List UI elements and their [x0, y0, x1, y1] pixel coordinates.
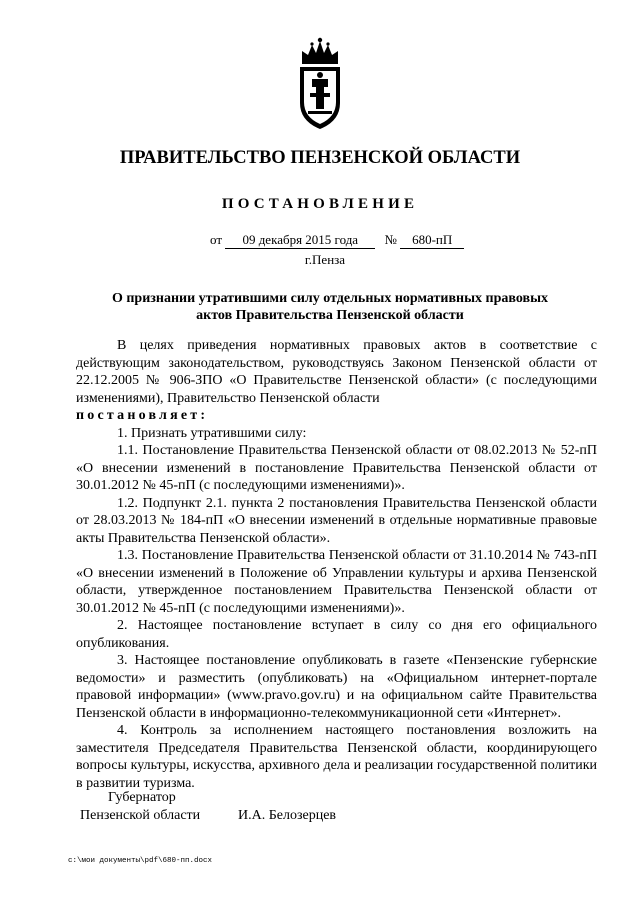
preamble: В целях приведения нормативных правовых актов в соответствие с действующим законодательством, руководствуясь Законом Пензенской области от 22.12.2005 № 906-ЗПО «О Правительстве Пензенской области» (с последующими изменениями), Правительство Пензенской области — [76, 338, 597, 406]
item-4: 4. Контроль за исполнением настоящего постановления возложить на заместителя Председателя Правительства Пензенской области, координирующего вопросы культуры, искусства, архивного дела и реализации государственной политики в развитии туризма. — [76, 723, 597, 791]
document-body — [76, 337, 597, 792]
document-subject: О признании утратившими силу отдельных нормативных правовых актов Правительства Пензенской области — [111, 291, 549, 323]
date-prefix: от — [210, 232, 223, 247]
pensa-coat-of-arms-icon — [296, 37, 344, 133]
item-3: 3. Настоящее постановление опубликовать в газете «Пензенские губернские ведомости» и разместить (опубликовать) на «Официальном интернет-портале правовой информации» (www.pravo.gov.ru) и на официальном сайте Правительства Пензенской области в информационно-телекоммуникационной сети «Интернет». — [76, 653, 597, 721]
item-1-2: 1.2. Подпункт 2.1. пункта 2 постановления Правительства Пензенской области от 28.03.2013 № 184-пП «О внесении изменений в отдельные нормативные правовые акты Правительства Пензенской области». — [76, 495, 597, 546]
document-number: 680-пП — [400, 232, 464, 249]
city: г.Пенза — [304, 252, 346, 267]
item-1: 1. Признать утратившими силу: — [117, 425, 307, 441]
document-date: 09 декабря 2015 года — [225, 232, 375, 249]
signatory-region: Пензенской области — [80, 808, 201, 823]
document-type: ПОСТАНОВЛЕНИЕ — [221, 196, 419, 212]
resolves-word: постановляет: — [76, 408, 209, 423]
item-1-3: 1.3. Постановление Правительства Пензенской области от 31.10.2014 № 743-пП «О внесении изменений в Положение об Управлении культуры и архива Пензенской области, утвержденное постановлением Правительства Пензенской области от 30.01.2012 № 45-пП (с последующими изменениями)». — [76, 548, 597, 616]
signatory-title: Губернатор — [108, 790, 176, 805]
file-path: c:\мои документы\pdf\680-пп.docx — [68, 857, 213, 865]
signatory-name: И.А. Белозерцев — [238, 808, 337, 823]
organization-title: ПРАВИТЕЛЬСТВО ПЕНЗЕНСКОЙ ОБЛАСТИ — [119, 148, 521, 168]
date-number-line — [210, 232, 470, 249]
number-sign: № — [384, 232, 397, 247]
item-2: 2. Настоящее постановление вступает в силу со дня его официального опубликования. — [76, 618, 597, 651]
item-1-1: 1.1. Постановление Правительства Пензенской области от 08.02.2013 № 52-пП «О внесении изменений в постановление Правительства Пензенской области от 30.01.2012 № 45-пП (с последующими изменениями)». — [76, 443, 597, 493]
